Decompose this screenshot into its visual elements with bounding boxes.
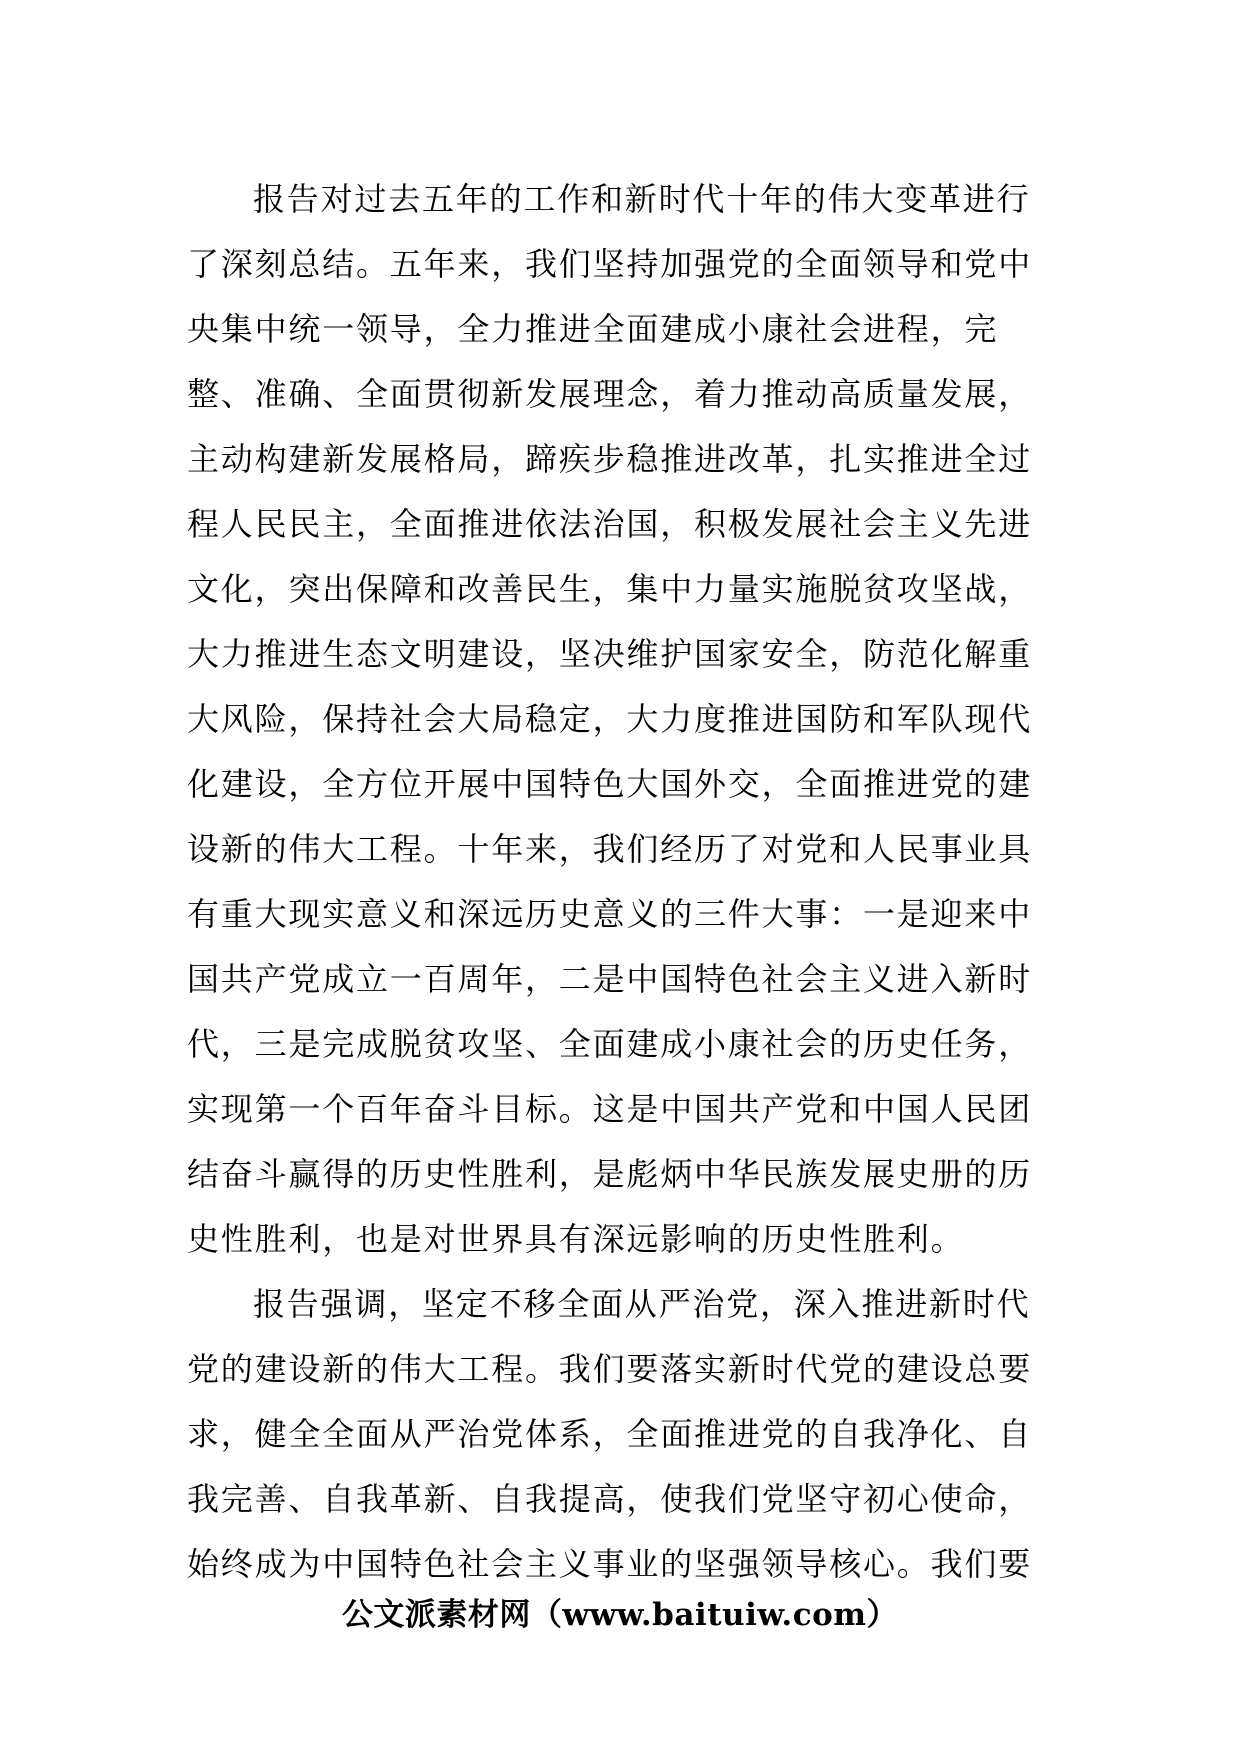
paragraph-line: 文化，突出保障和改善民生，集中力量实施脱贫攻坚战， <box>187 570 1033 608</box>
document-body <box>187 167 1057 1597</box>
paragraph-2 <box>187 1272 1057 1597</box>
footer-watermark: 公文派素材网（www.baituiw.com） <box>341 1597 899 1633</box>
paragraph-line: 我完善、自我革新、自我提高，使我们党坚守初心使命， <box>187 1480 1033 1518</box>
paragraph-line: 主动构建新发展格局，蹄疾步稳推进改革，扎实推进全过 <box>187 440 1033 478</box>
paragraph-line: 求，健全全面从严治党体系，全面推进党的自我净化、自 <box>187 1415 1033 1453</box>
paragraph-line: 报告对过去五年的工作和新时代十年的伟大变革进行 <box>253 180 1031 218</box>
paragraph-line: 化建设，全方位开展中国特色大国外交，全面推进党的建 <box>187 765 1033 803</box>
paragraph-line: 史性胜利，也是对世界具有深远影响的历史性胜利。 <box>187 1220 965 1258</box>
paragraph-line: 整、准确、全面贯彻新发展理念，着力推动高质量发展， <box>187 375 1033 413</box>
paragraph-line: 央集中统一领导，全力推进全面建成小康社会进程，完 <box>187 310 999 348</box>
paragraph-line: 党的建设新的伟大工程。我们要落实新时代党的建设总要 <box>187 1350 1033 1388</box>
paragraph-line: 国共产党成立一百周年，二是中国特色社会主义进入新时 <box>187 960 1033 998</box>
paragraph-line: 实现第一个百年奋斗目标。这是中国共产党和中国人民团 <box>187 1090 1033 1128</box>
paragraph-line: 报告强调，坚定不移全面从严治党，深入推进新时代 <box>253 1285 1031 1323</box>
paragraph-line: 有重大现实意义和深远历史意义的三件大事：一是迎来中 <box>187 895 1033 933</box>
paragraph-line: 程人民民主，全面推进依法治国，积极发展社会主义先进 <box>187 505 1033 543</box>
paragraph-line: 代，三是完成脱贫攻坚、全面建成小康社会的历史任务， <box>187 1025 1033 1063</box>
paragraph-line: 大风险，保持社会大局稳定，大力度推进国防和军队现代 <box>187 700 1033 738</box>
paragraph-line: 大力推进生态文明建设，坚决维护国家安全，防范化解重 <box>187 635 1033 673</box>
paragraph-line: 始终成为中国特色社会主义事业的坚强领导核心。我们要 <box>187 1545 1033 1583</box>
paragraph-line: 设新的伟大工程。十年来，我们经历了对党和人民事业具 <box>187 830 1033 868</box>
paragraph-line: 了深刻总结。五年来，我们坚持加强党的全面领导和党中 <box>187 245 1033 283</box>
paragraph-line: 结奋斗赢得的历史性胜利，是彪炳中华民族发展史册的历 <box>187 1155 1033 1193</box>
paragraph-1 <box>187 167 1057 1272</box>
